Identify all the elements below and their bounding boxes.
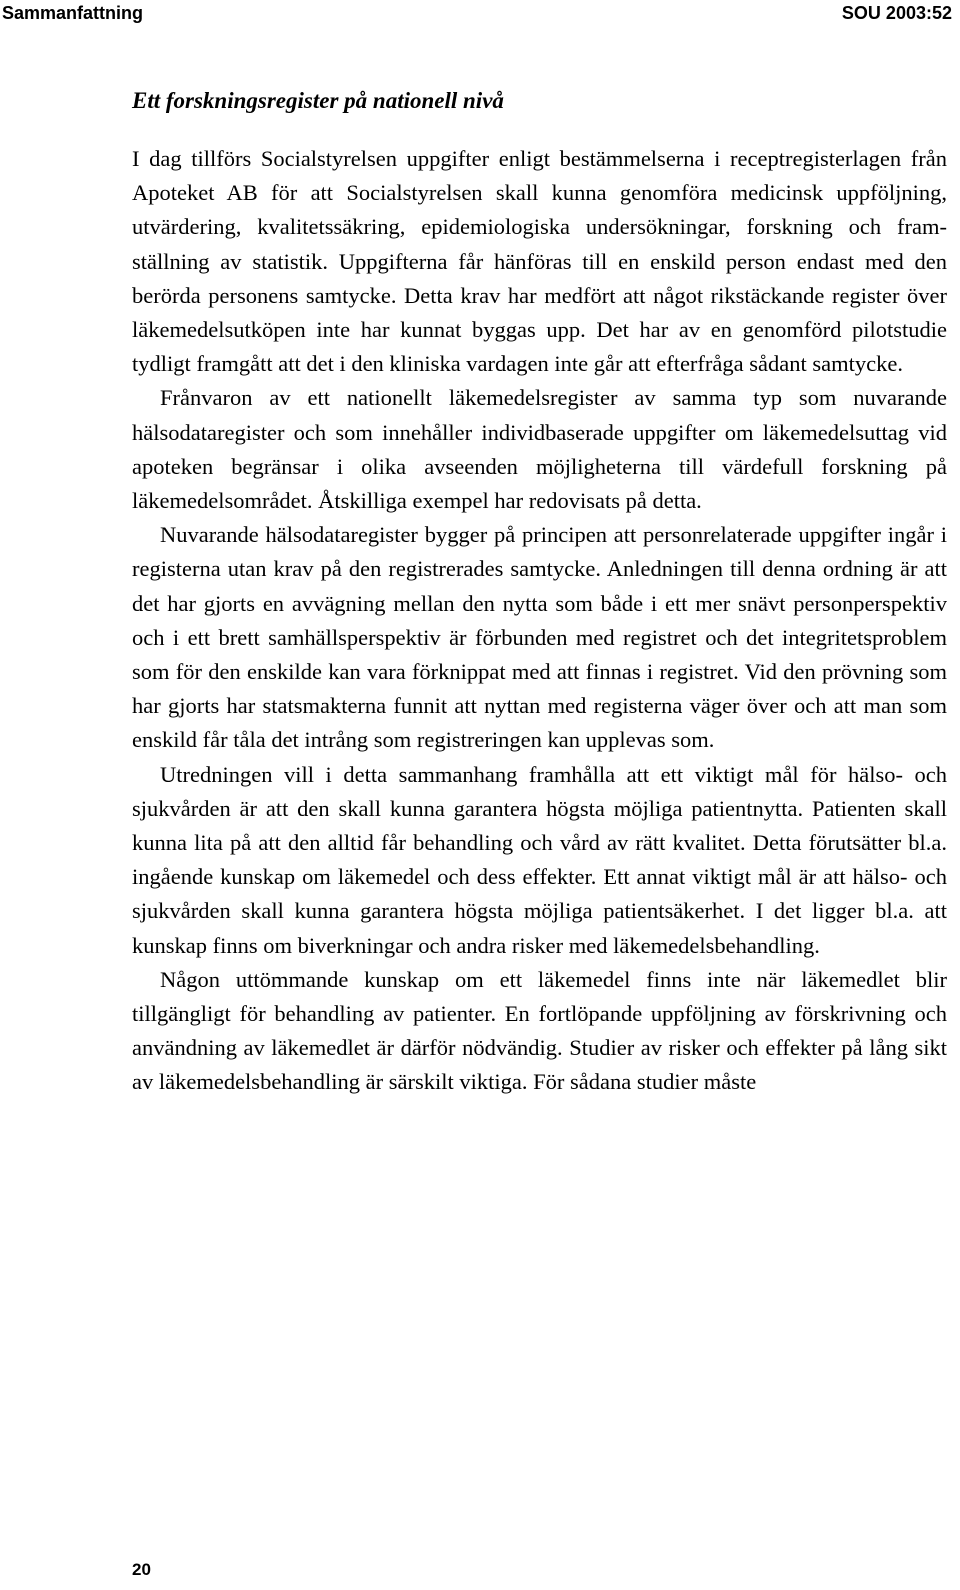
- paragraph-1: I dag tillförs Socialstyrelsen uppgifter enligt bestämmelserna i receptregisterlagen från Apoteket AB för att Socialstyrelsen skall kunna genomföra medicinsk uppföljning, utvärdering, kvalitetssäkring, epidemiologiska undersökningar, forskning och framställning av statistik. Uppgifterna får hänföras till en enskild person endast med den berörda personens samtycke. Detta krav har medfört att något rikstäckande register över läkemedelsutköpen inte har kunnat byggas upp. Det har av en genomförd pilotstudie tydligt framgått att det i den kliniska vardagen inte går att efterfråga sådant samtycke.: [132, 146, 947, 377]
- paragraph-4: Utredningen vill i detta sammanhang framhålla att ett viktigt mål för hälso- och sjukvården är att den skall kunna garantera högsta möjliga patientnytta. Patienten skall kunna lita på att den alltid får behandling och vård av rätt kvalitet. Detta förutsätter bl.a. ingående kunskap om läkemedel och dess effekter. Ett annat viktigt mål är att hälso- och sjukvården skall kunna garantera högsta möjliga patientsäkerhet. I det ligger bl.a. att kunskap finns om biverkningar och andra risker med läkemedelsbehandling.: [132, 761, 947, 958]
- section-heading: Ett forskningsregister på nationell nivå: [132, 88, 504, 113]
- body-text: [132, 142, 947, 1100]
- header-report-id: SOU 2003:52: [841, 3, 952, 23]
- running-header: [0, 0, 960, 26]
- paragraph-3: Nuvarande hälsodataregister bygger på principen att personrelaterade uppgifter ingår i registerna utan krav på den registrerades samtycke. Anledningen till denna ordning är att det har gjorts en avvägning mellan den nytta som både i ett mer snävt personperspektiv och i ett brett samhällsperspektiv är förbunden med registret och det integritetsproblem som för den enskilde kan vara förknippat med att finnas i registret. Vid den prövning som har gjorts har statsmakterna funnit att nyttan med registerna väger över och att man som enskild får tåla det intrång som registreringen kan upplevas som.: [132, 522, 947, 753]
- header-section-title: Sammanfattning: [2, 3, 144, 23]
- paragraph-5: Någon uttömmande kunskap om ett läkemedel finns inte när läkemedlet blir tillgängligt för behandling av patienter. En fortlöpande uppföljning av förskrivning och användning av läkemedlet är därför nödvändig. Studier av risker och effekter på lång sikt av läkemedelsbehandling är särskilt viktiga. För sådana studier måste: [132, 966, 947, 1095]
- paragraph-2: Frånvaron av ett nationellt läkemedelsregister av samma typ som nuvarande hälsodataregister och som innehåller individbaserade uppgifter om läkemedelsuttag vid apoteken begränsar i olika avseenden möjligheterna till värdefull forskning på läkemedelsområdet. Åtskilliga exempel har redovisats på detta.: [132, 385, 947, 514]
- page-number: 20: [132, 1560, 151, 1579]
